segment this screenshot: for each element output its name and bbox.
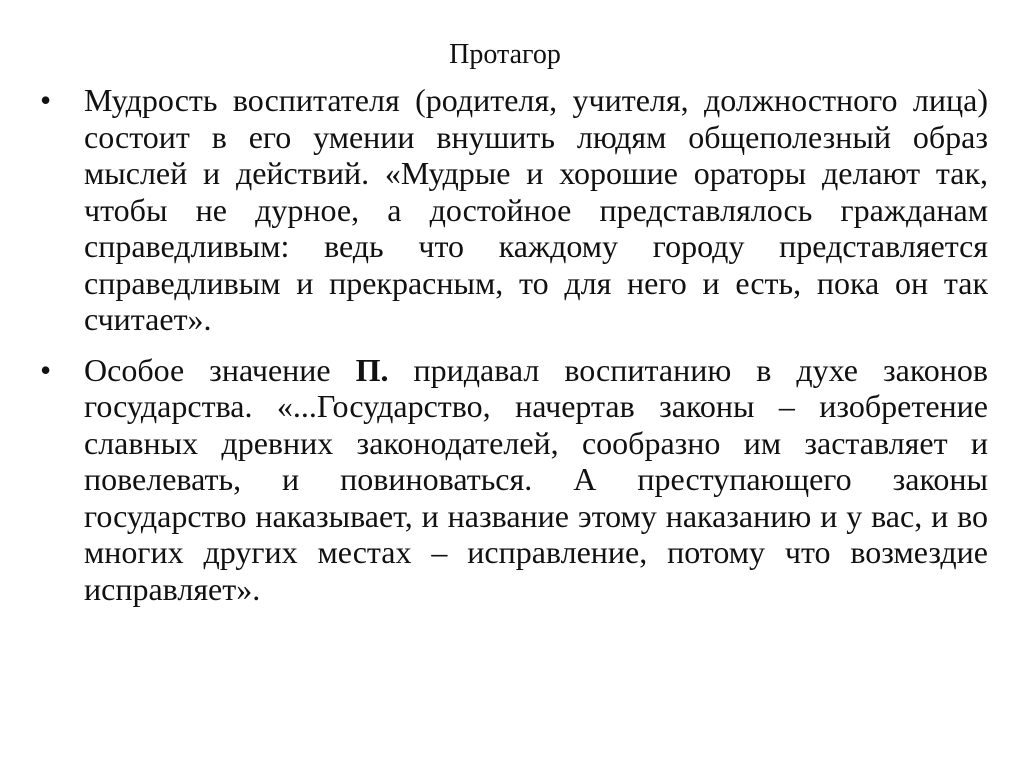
bullet-text-bold: П.: [355, 351, 389, 388]
slide-title: Протагор: [449, 39, 561, 70]
bullet-item: [40, 82, 988, 338]
bullet-text: Мудрость воспитателя (родителя, учителя, должностного лица) состоит в его умении внушить людям общеполезный образ мыслей и действий. «Мудрые и хорошие ораторы делают так, чтобы не дурное, а достойное представлялось гражданам справедливым: ведь что каждому городу представляется справедливым и прекрасным, то для него и есть, пока он так считает».: [84, 82, 988, 337]
bullet-marker: •: [40, 82, 52, 118]
bullet-marker: •: [40, 351, 52, 388]
bullet-text-before: Особое значение: [84, 351, 356, 388]
bullet-text-after: придавал воспитанию в духе законов государства. «...Государство, начертав законы – изобретение славных древних законодателей, сообразно им заставляет и повелевать, и повиноваться. А преступающего законы государство наказывает, и название этому наказанию и у вас, и во многих других местах – исправление, потому что возмездие исправляет».: [84, 351, 989, 607]
bullet-text: [84, 352, 988, 608]
bullet-list: [40, 82, 988, 621]
bullet-item: [40, 352, 988, 608]
